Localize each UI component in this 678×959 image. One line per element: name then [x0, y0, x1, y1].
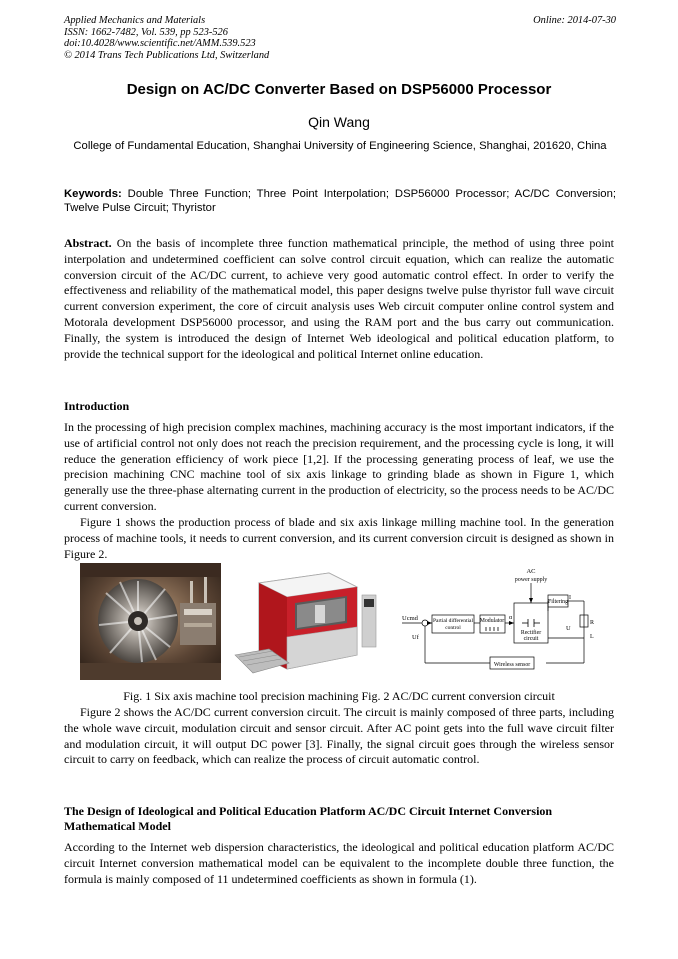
diagram-r-label: R [590, 620, 595, 626]
diagram-partial-label-1: Partial differential [432, 618, 474, 624]
circuit-svg [398, 563, 620, 683]
affiliation: College of Fundamental Education, Shanghai University of Engineering Science, Shanghai, 201620, China [73, 140, 607, 152]
diagram-i-label: I [569, 595, 571, 601]
figure-description-text: Figure 2 shows the AC/DC current conversion circuit. The circuit is mainly composed of three parts, including the whole wave circuit, modulation circuit and sensor circuit. After AC point gets into the full wave circuit filter and modulation circuit, it will output DC power [3]. Finally, the signal circuit goes through the wireless sensor circuit to carry on feedback, which can realize the process of circuit automatic control. [64, 705, 614, 767]
diagram-rectifier-label-1: Rectifier [520, 630, 542, 636]
figure-1-machine-photo [229, 565, 391, 679]
paper-title: Design on AC/DC Converter Based on DSP56000 Processor [126, 81, 552, 98]
diagram-u-label: U [566, 625, 571, 632]
doi-line: doi:10.4028/www.scientific.net/AMM.539.523 [64, 38, 256, 50]
figure-description-paragraph [64, 705, 614, 768]
figure-caption: Fig. 1 Six axis machine tool precision machining Fig. 2 AC/DC current conversion circuit [123, 689, 555, 703]
journal-header [64, 15, 269, 61]
keywords-label: Keywords: [64, 188, 122, 200]
journal-name: Applied Mechanics and Materials [64, 15, 206, 26]
machine-tool-image [229, 565, 391, 679]
diagram-ac-label-1: AC [526, 568, 536, 575]
online-date: Online: 2014-07-30 [533, 15, 616, 26]
issn-line: ISSN: 1662-7482, Vol. 539, pp 523-526 [64, 26, 228, 38]
abstract-text: On the basis of incomplete three function mathematical principle, the method of using three point interpolation and undetermined coefficient can solve control circuit equation, which can realize the automatic conversion circuit of the AC/DC current, to achieve very good automatic control effect. In order to verify the effectiveness and reliability of the mathematical model, this paper designs twelve pulse thyristor full wave circuit current conversion experiment, the core of circuit analysis uses Web circuit computer online control system and Motorala development DSP56000 processor, and using the RAM port and the bus carry out communication. Finally, the system is introduced the design of Internet Web ideological and political education platform, to provide the technical support for the ideological and political Internet online education. [64, 236, 614, 361]
figure-2-circuit-diagram [398, 563, 620, 683]
section-2-paragraph-1: According to the Internet web dispersion characteristics, the ideological and political education platform AC/DC circuit Internet conversion mathematical model can be equivalent to the incomplete double three function, the formula is mainly composed of 11 undetermined coefficients as shown in formula (1). [64, 840, 614, 886]
diagram-partial-label-2: control [445, 625, 461, 631]
intro-paragraph-1: In the processing of high precision complex machines, machining accuracy is the most important indicators, if the use of artificial control not only does not reach the precision requirement, and the processing cycle is long, it will reduce the generation efficiency of work piece [1,2]. If the processing generating process of leaf, we use the precision machining CNC machine tool of six axis linkage to grinding blade as shown in Figure 1, which generally use the three-phase alternating current in the production of electricity, so the process needs to be AC/DC current conversion. [64, 420, 614, 513]
turbine-image [80, 563, 221, 680]
figure-1-turbine-photo [80, 563, 221, 680]
diagram-modulator-label: Modulator [479, 618, 505, 624]
diagram-wireless-label: Wireless sensor [493, 662, 531, 668]
diagram-alpha-label: α [509, 615, 513, 621]
keywords [64, 187, 616, 215]
diagram-ucmd-label: Ucmd [402, 615, 418, 622]
diagram-l-label: L [590, 634, 594, 640]
keywords-text: Double Three Function; Three Point Interpolation; DSP56000 Processor; AC/DC Conversion; Twelve Pulse Circuit; Thyristor [64, 188, 616, 215]
author-name: Qin Wang [308, 114, 370, 130]
diagram-uf-label: Uf [412, 634, 419, 641]
abstract [64, 236, 614, 362]
copyright-line: © 2014 Trans Tech Publications Ltd, Switzerland [64, 49, 270, 61]
introduction-heading: Introduction [64, 399, 130, 413]
abstract-label: Abstract. [64, 236, 112, 250]
intro-paragraph-2 [64, 515, 614, 562]
diagram-filtering-label: Filtering [548, 599, 568, 605]
intro-paragraph-2-text: Figure 1 shows the production process of blade and six axis linkage milling machine tool. In the generation process of machine tools, it needs to current conversion, and its current conversion circuit is designed as shown in Figure 2. [64, 515, 614, 561]
diagram-rectifier-label-2: circuit [523, 636, 539, 642]
diagram-ac-label-2: power supply [514, 577, 548, 583]
section-2-heading: The Design of Ideological and Political Education Platform AC/DC Circuit Internet Conversion Mathematical Model [64, 804, 553, 833]
